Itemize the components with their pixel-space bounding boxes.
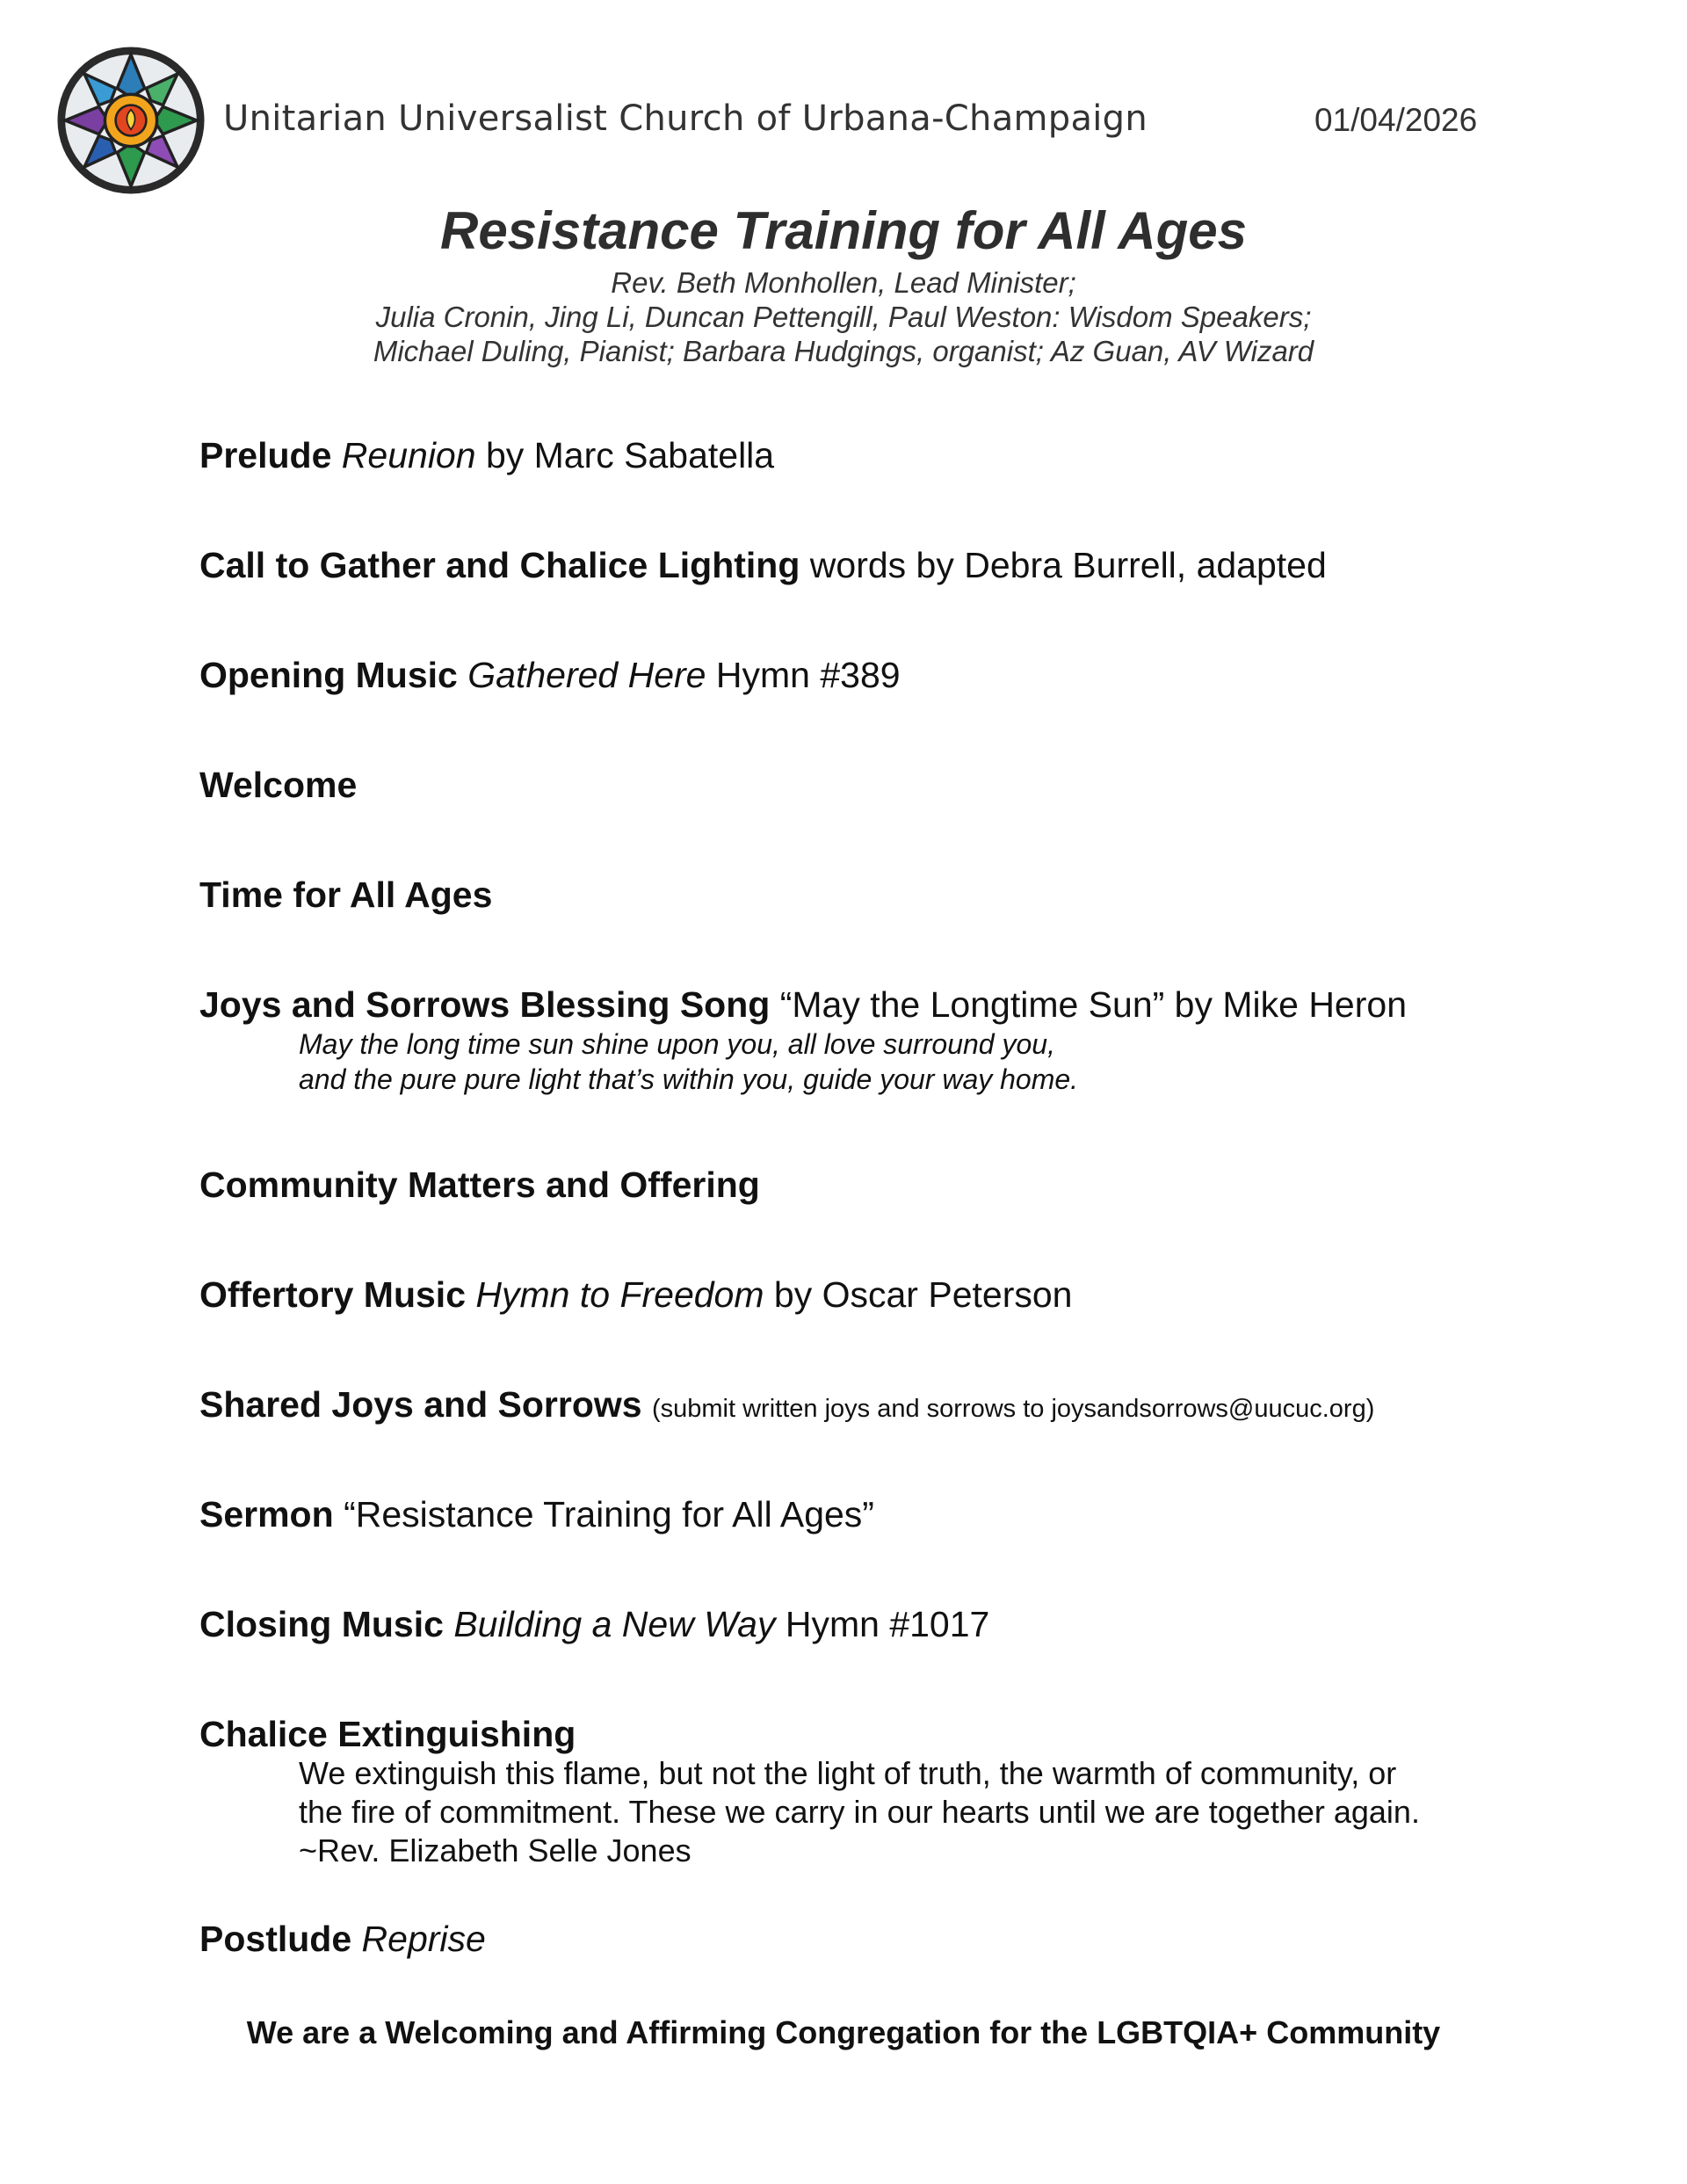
item-label: Closing Music xyxy=(199,1604,444,1644)
item-detail: Hymn #389 xyxy=(715,655,901,695)
order-item-offertory xyxy=(199,1274,1072,1316)
words-line: ~Rev. Elizabeth Selle Jones xyxy=(299,1832,691,1868)
song-lyrics xyxy=(299,1027,1078,1097)
item-work: Building a New Way xyxy=(453,1604,776,1644)
service-date: 01/04/2026 xyxy=(1314,102,1478,138)
order-item-community-matters xyxy=(199,1165,760,1206)
item-label: Offertory Music xyxy=(199,1274,466,1315)
item-label: Community Matters and Offering xyxy=(199,1165,760,1205)
credits-line: Rev. Beth Monhollen, Lead Minister; xyxy=(611,266,1076,299)
credits-line: Julia Cronin, Jing Li, Duncan Pettengill, Paul Weston: Wisdom Speakers; xyxy=(375,301,1312,333)
item-label: Prelude xyxy=(199,435,332,475)
item-label: Sermon xyxy=(199,1494,334,1535)
credits-line: Michael Duling, Pianist; Barbara Hudgings, organist; Az Guan, AV Wizard xyxy=(373,335,1314,367)
item-work: Gathered Here xyxy=(467,655,706,695)
order-item-shared-joys xyxy=(199,1384,1374,1426)
item-label: Chalice Extinguishing xyxy=(199,1714,576,1754)
item-detail: “May the Longtime Sun” by Mike Heron xyxy=(779,984,1407,1025)
item-label: Shared Joys and Sorrows xyxy=(199,1384,642,1425)
item-label: Call to Gather and Chalice Lighting xyxy=(199,545,800,585)
welcoming-statement: We are a Welcoming and Affirming Congregation for the LGBTQIA+ Community xyxy=(246,2014,1441,2050)
order-item-time-for-all-ages xyxy=(199,874,492,916)
item-detail: by Oscar Peterson xyxy=(773,1274,1073,1315)
item-detail: “Resistance Training for All Ages” xyxy=(344,1494,874,1535)
item-detail: words by Debra Burrell, adapted xyxy=(809,545,1327,585)
church-name: Unitarian Universalist Church of Urbana-Champaign xyxy=(223,98,1148,139)
words-line: the fire of commitment. These we carry in our hearts until we are together again. xyxy=(299,1794,1420,1830)
item-detail: Hymn #1017 xyxy=(785,1604,990,1644)
item-label: Opening Music xyxy=(199,655,458,695)
lyrics-line: and the pure pure light that’s within you, guide your way home. xyxy=(299,1063,1079,1095)
item-work: Reunion xyxy=(341,435,476,475)
order-item-closing-music xyxy=(199,1604,989,1645)
order-item-chalice-extinguishing xyxy=(199,1714,576,1755)
item-label: Welcome xyxy=(199,765,358,805)
item-work: Hymn to Freedom xyxy=(475,1274,764,1315)
lyrics-line: May the long time sun shine upon you, all love surround you, xyxy=(299,1028,1055,1060)
submission-note: (submit written joys and sorrows to joysandsorrows@uucuc.org) xyxy=(651,1395,1375,1423)
extinguishing-words xyxy=(299,1754,1420,1870)
service-credits xyxy=(0,265,1687,368)
order-item-opening-music xyxy=(199,655,901,696)
item-work: Reprise xyxy=(361,1919,486,1959)
item-label: Postlude xyxy=(199,1919,352,1959)
order-item-sermon xyxy=(199,1494,874,1535)
service-title: Resistance Training for All Ages xyxy=(439,201,1248,260)
order-item-prelude xyxy=(199,435,774,476)
item-label: Time for All Ages xyxy=(199,874,493,915)
words-line: We extinguish this flame, but not the light of truth, the warmth of community, or xyxy=(299,1755,1397,1791)
order-item-postlude xyxy=(199,1919,486,1960)
stained-glass-chalice-logo-icon xyxy=(54,44,207,197)
item-detail: by Marc Sabatella xyxy=(485,435,775,475)
order-item-welcome xyxy=(199,765,357,806)
order-item-blessing-song xyxy=(199,984,1407,1026)
item-label: Joys and Sorrows Blessing Song xyxy=(199,984,771,1025)
order-item-call-to-gather xyxy=(199,545,1327,586)
